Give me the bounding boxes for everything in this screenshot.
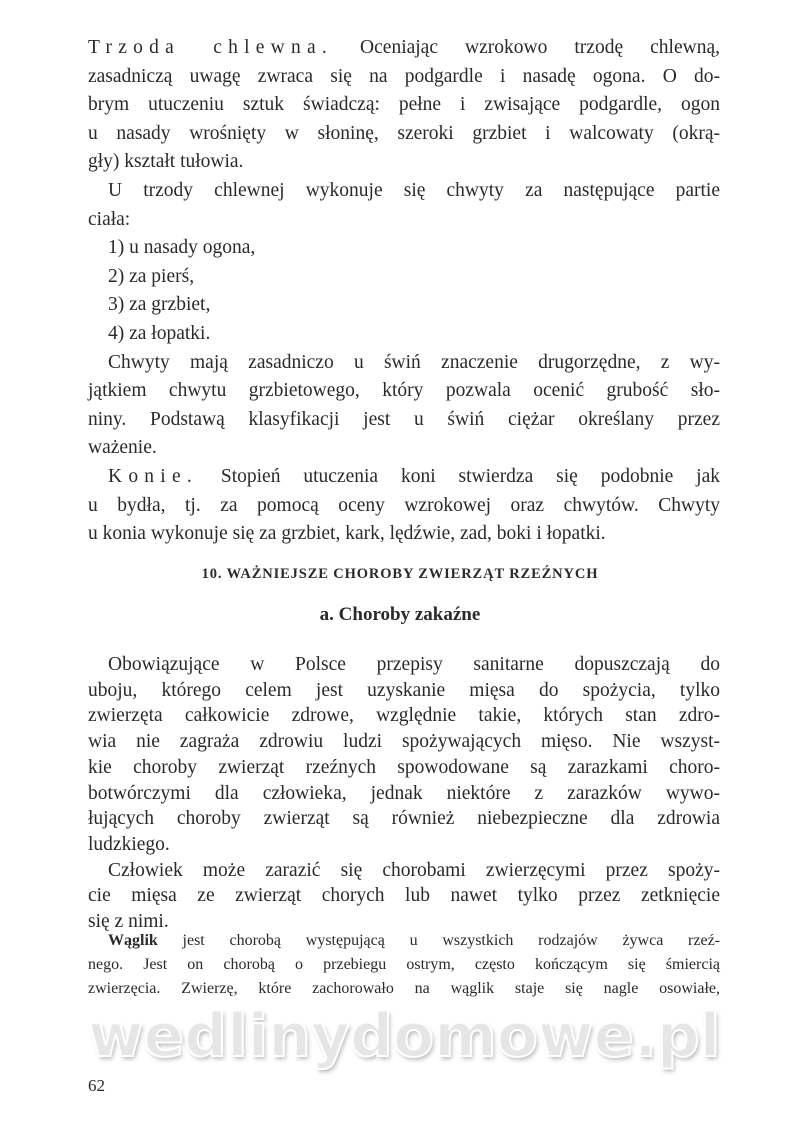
watermark-logo: wedlinydomowe.pl: [88, 1001, 721, 1071]
line-text: u konia wykonuje się za grzbiet, kark, lędźwie, zad, boki i łopatki.: [88, 523, 606, 545]
text-line: [88, 177, 720, 206]
text-line: [88, 234, 720, 263]
line-text: Chwyty mają zasadniczo u świń znaczenie drugorzędne, z wy-: [108, 351, 720, 373]
line-text: Człowiek może zarazić się chorobami zwierzęcymi przez spoży-: [108, 859, 720, 881]
text-line: [88, 63, 720, 92]
text-line: [88, 977, 720, 1001]
line-text: cie mięsa ze zwierząt chorych lub nawet tylko przez zetknięcie: [88, 885, 720, 907]
text-line: [88, 291, 720, 320]
text-line: [88, 463, 720, 492]
bold-lead-term: Wąglik: [108, 932, 158, 949]
section-pig-horse-assessment: [88, 34, 720, 549]
text-line: [88, 120, 720, 149]
text-line: [88, 781, 720, 807]
text-line: [88, 806, 720, 832]
line-text: ważenie.: [88, 437, 157, 459]
line-text: się z nimi.: [88, 911, 169, 933]
line-text: 1) u nasady ogona,: [108, 237, 256, 259]
text-line: [88, 858, 720, 884]
text-line: [88, 520, 720, 549]
text-line: [88, 929, 720, 953]
line-text: U trzody chlewnej wykonuje się chwyty za następujące partie: [108, 179, 720, 201]
text-line: [88, 206, 720, 235]
line-text: zasadniczą uwagę zwraca się na podgardle i nasadę ogona. O do-: [88, 65, 720, 87]
text-line: [88, 349, 720, 378]
line-text: nego. Jest on chorobą o przebiegu ostrym, często kończącym się śmiercią: [88, 956, 720, 973]
text-line: [88, 883, 720, 909]
line-text: u bydła, tj. za pomocą oceny wzrokowej oraz chwytów. Chwyty: [88, 494, 720, 516]
text-line: [88, 703, 720, 729]
line-text: brym utuczeniu sztuk świadczą: pełne i zwisające podgardle, ogon: [88, 94, 720, 116]
chapter-heading: 10. WAŻNIEJSZE CHOROBY ZWIERZĄT RZEŹNYCH: [201, 566, 599, 582]
spaced-lead-term: Trzoda chlewna.: [88, 37, 334, 58]
line-text: ludzkiego.: [88, 833, 170, 855]
line-text: 2) za pierś,: [108, 265, 195, 287]
text-line: [88, 492, 720, 521]
text-line: [88, 406, 720, 435]
text-line: [88, 678, 720, 704]
line-text: zwierzęcia. Zwierzę, które zachorowało na wąglik staje się nagle osowiałe,: [88, 980, 720, 997]
line-text: u nasady wrośnięty w słoninę, szeroki grzbiet i walcowaty (okrą-: [88, 122, 720, 144]
line-text: wia nie zagraża zdrowiu ludzi spożywających mięso. Nie wszyst-: [88, 731, 720, 753]
text-line: [88, 263, 720, 292]
text-line: [88, 148, 720, 177]
line-text: ciała:: [88, 208, 131, 230]
line-text: łujących choroby zwierząt są również niebezpieczne dla zdrowia: [88, 808, 720, 830]
section-infectious-diseases-intro: [88, 652, 720, 935]
line-text: gły) kształt tułowia.: [88, 151, 244, 173]
line-text: Stopień utuczenia koni stwierdza się podobnie jak: [197, 465, 720, 487]
text-line: [88, 832, 720, 858]
line-text: niny. Podstawą klasyfikacji jest u świń ciężar określany przez: [88, 408, 720, 430]
section-subheading: a. Choroby zakaźne: [319, 604, 481, 625]
text-line: [88, 434, 720, 463]
line-text: jątkiem chwytu grzbietowego, który pozwala ocenić grubość sło-: [88, 380, 720, 402]
text-line: [88, 953, 720, 977]
text-line: [88, 729, 720, 755]
section-anthrax-note: [88, 929, 720, 1001]
line-text: uboju, którego celem jest uzyskanie mięsa do spożycia, tylko: [88, 679, 720, 701]
text-line: [88, 91, 720, 120]
line-text: 3) za grzbiet,: [108, 294, 211, 316]
line-text: kie choroby zwierząt rzeźnych spowodowane są zarazkami choro-: [88, 756, 720, 778]
line-text: jest chorobą występującą u wszystkich rodzajów żywca rzeź-: [157, 932, 720, 949]
line-text: botwórczymi dla człowieka, jednak niektóre z zarazków wywo-: [88, 782, 720, 804]
text-line: [88, 377, 720, 406]
line-text: Oceniając wzrokowo trzodę chlewną,: [333, 37, 720, 58]
line-text: Obowiązujące w Polsce przepisy sanitarne dopuszczają do: [108, 654, 720, 675]
text-line: [88, 652, 720, 678]
text-line: [88, 34, 720, 63]
line-text: zwierzęta całkowicie zdrowe, względnie takie, których stan zdro-: [88, 705, 720, 727]
text-line: [88, 755, 720, 781]
page-number: 62: [88, 1076, 105, 1095]
text-line: [88, 320, 720, 349]
line-text: 4) za łopatki.: [108, 322, 211, 344]
spaced-lead-term: Konie.: [108, 465, 198, 487]
